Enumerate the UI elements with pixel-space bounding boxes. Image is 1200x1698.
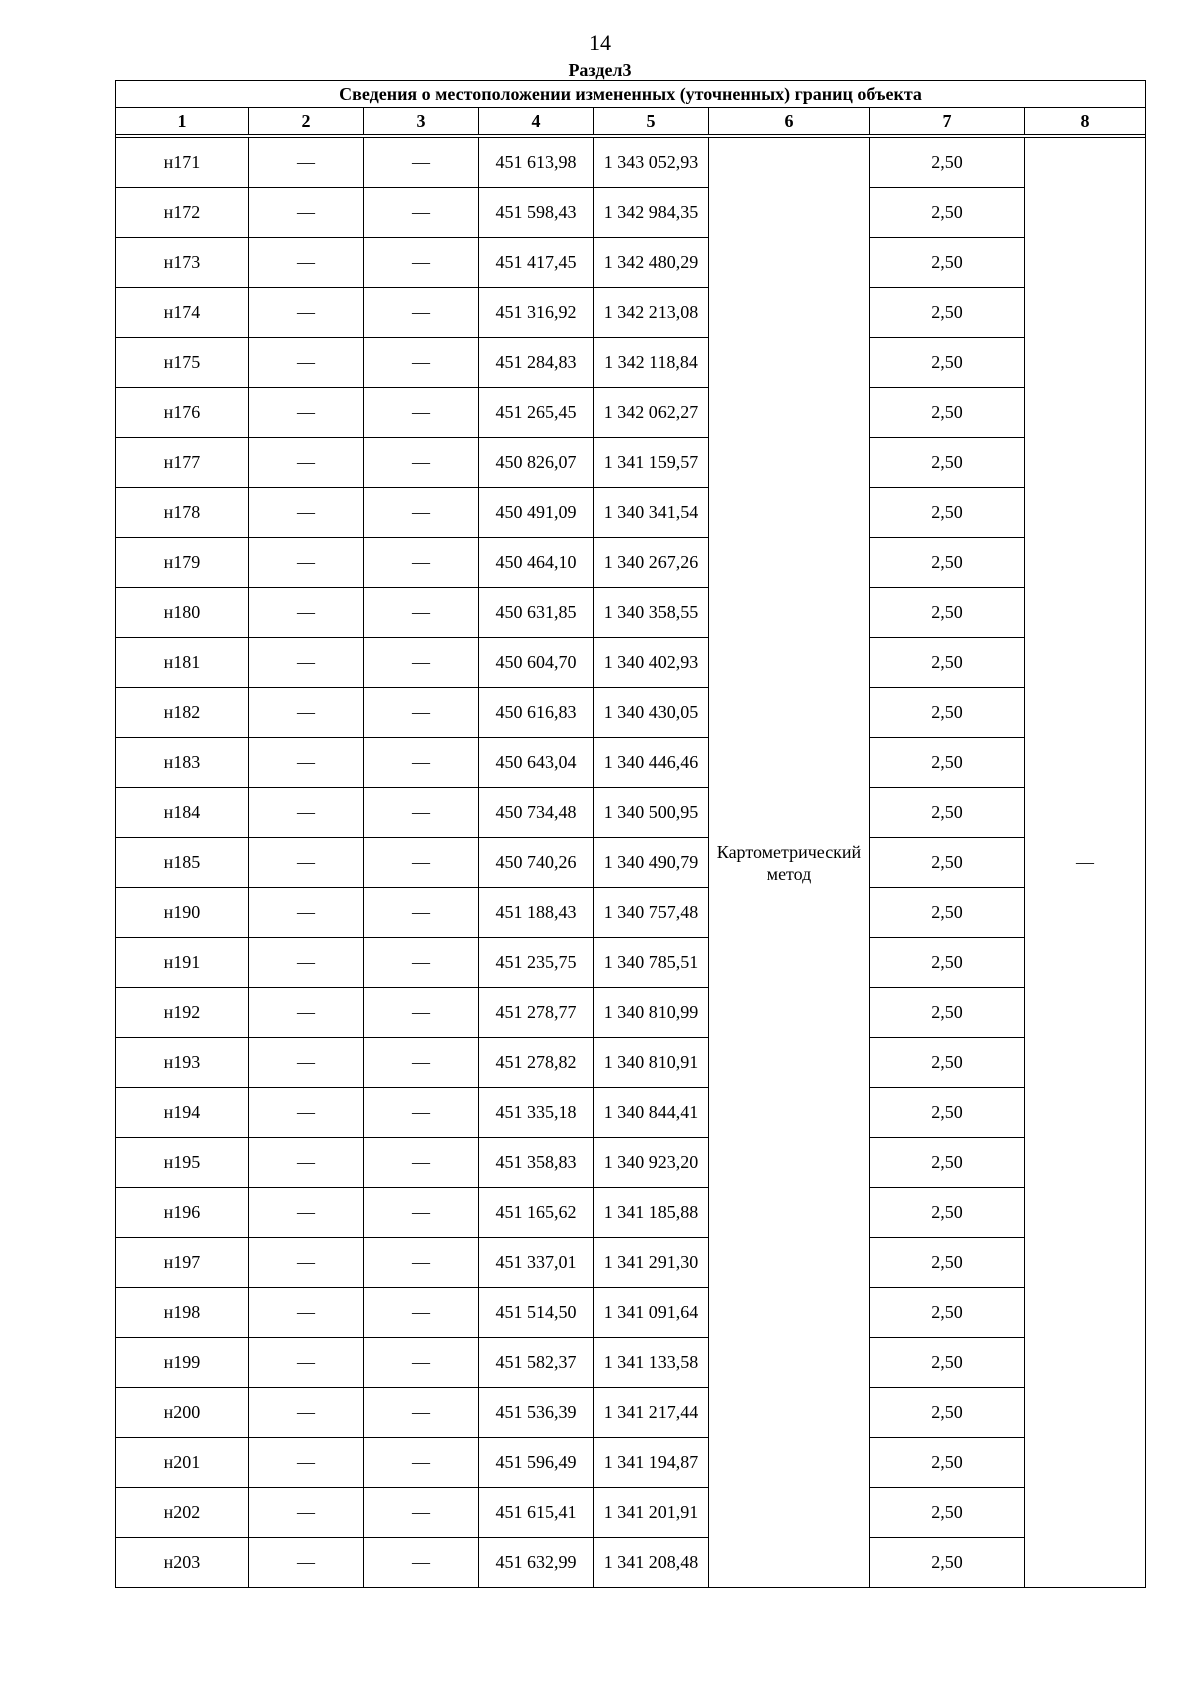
point-cell: н178 [116,488,249,538]
accuracy-cell: 2,50 [870,1438,1025,1488]
accuracy-cell: 2,50 [870,638,1025,688]
accuracy-cell: 2,50 [870,1488,1025,1538]
table-row [116,688,1146,738]
x-coordinate-cell: 450 491,09 [479,488,594,538]
accuracy-cell: 2,50 [870,588,1025,638]
x-coordinate-cell: 451 358,83 [479,1138,594,1188]
col3-cell: — [364,188,479,238]
point-cell: н193 [116,1038,249,1088]
table-row [116,338,1146,388]
col2-cell: — [249,1388,364,1438]
point-cell: н191 [116,938,249,988]
accuracy-cell: 2,50 [870,1388,1025,1438]
x-coordinate-cell: 450 616,83 [479,688,594,738]
y-coordinate-cell: 1 340 402,93 [594,638,709,688]
table-row [116,1038,1146,1088]
y-coordinate-cell: 1 342 062,27 [594,388,709,438]
col2-cell: — [249,138,364,188]
x-coordinate-cell: 451 278,77 [479,988,594,1038]
point-cell: н201 [116,1438,249,1488]
x-coordinate-cell: 451 188,43 [479,888,594,938]
point-cell: н196 [116,1188,249,1238]
y-coordinate-cell: 1 341 159,57 [594,438,709,488]
accuracy-cell: 2,50 [870,438,1025,488]
col3-cell: — [364,288,479,338]
col3-cell: — [364,388,479,438]
point-cell: н181 [116,638,249,688]
x-coordinate-cell: 451 417,45 [479,238,594,288]
point-cell: н190 [116,888,249,938]
col2-cell: — [249,1238,364,1288]
accuracy-cell: 2,50 [870,388,1025,438]
point-cell: н182 [116,688,249,738]
point-cell: н184 [116,788,249,838]
table-row [116,438,1146,488]
point-cell: н183 [116,738,249,788]
col2-cell: — [249,1088,364,1138]
col3-cell: — [364,838,479,888]
col2-cell: — [249,638,364,688]
col2-cell: — [249,838,364,888]
point-cell: н192 [116,988,249,1038]
y-coordinate-cell: 1 341 185,88 [594,1188,709,1238]
page-number: 14 [589,30,611,55]
x-coordinate-cell: 451 337,01 [479,1238,594,1288]
table-row [116,1338,1146,1388]
table-row [116,388,1146,438]
col2-cell: — [249,388,364,438]
accuracy-cell: 2,50 [870,1188,1025,1238]
accuracy-cell: 2,50 [870,1288,1025,1338]
x-coordinate-cell: 451 582,37 [479,1338,594,1388]
col2-cell: — [249,188,364,238]
col2-cell: — [249,938,364,988]
col2-cell: — [249,238,364,288]
col3-cell: — [364,738,479,788]
col3-cell: — [364,1088,479,1138]
col3-cell: — [364,338,479,388]
col3-cell: — [364,1038,479,1088]
point-cell: н198 [116,1288,249,1338]
accuracy-cell: 2,50 [870,1338,1025,1388]
col3-cell: — [364,1288,479,1338]
accuracy-cell: 2,50 [870,1538,1025,1588]
accuracy-cell: 2,50 [870,838,1025,888]
method-cell: Картометрический метод [709,138,870,1588]
point-cell: н171 [116,138,249,188]
y-coordinate-cell: 1 340 341,54 [594,488,709,538]
point-cell: н200 [116,1388,249,1438]
accuracy-cell: 2,50 [870,188,1025,238]
col2-cell: — [249,1188,364,1238]
col3-cell: — [364,1488,479,1538]
table-row [116,1138,1146,1188]
x-coordinate-cell: 451 284,83 [479,338,594,388]
col3-cell: — [364,488,479,538]
table-row [116,988,1146,1038]
table-row [116,1188,1146,1238]
table-row [116,838,1146,888]
col3-cell: — [364,1238,479,1288]
accuracy-cell: 2,50 [870,738,1025,788]
col3-cell: — [364,1338,479,1388]
col3-cell: — [364,1438,479,1488]
col3-cell: — [364,688,479,738]
x-coordinate-cell: 451 316,92 [479,288,594,338]
col8-cell: — [1025,138,1146,1588]
table-row [116,1388,1146,1438]
table-row [116,738,1146,788]
y-coordinate-cell: 1 340 844,41 [594,1088,709,1138]
col3-cell: — [364,438,479,488]
y-coordinate-cell: 1 342 213,08 [594,288,709,338]
column-number-7: 7 [870,108,1025,135]
y-coordinate-cell: 1 340 490,79 [594,838,709,888]
x-coordinate-cell: 451 613,98 [479,138,594,188]
y-coordinate-cell: 1 340 923,20 [594,1138,709,1188]
x-coordinate-cell: 451 278,82 [479,1038,594,1088]
col3-cell: — [364,588,479,638]
column-number-4: 4 [479,108,594,135]
col2-cell: — [249,1038,364,1088]
y-coordinate-cell: 1 340 267,26 [594,538,709,588]
col3-cell: — [364,1138,479,1188]
col3-cell: — [364,788,479,838]
y-coordinate-cell: 1 340 810,99 [594,988,709,1038]
table-row [116,1238,1146,1288]
col3-cell: — [364,538,479,588]
column-number-8: 8 [1025,108,1146,135]
accuracy-cell: 2,50 [870,138,1025,188]
table-row [116,1488,1146,1538]
y-coordinate-cell: 1 343 052,93 [594,138,709,188]
column-number-3: 3 [364,108,479,135]
y-coordinate-cell: 1 340 430,05 [594,688,709,738]
table-row [116,488,1146,538]
point-cell: н177 [116,438,249,488]
point-cell: н202 [116,1488,249,1538]
column-number-5: 5 [594,108,709,135]
x-coordinate-cell: 451 615,41 [479,1488,594,1538]
point-cell: н174 [116,288,249,338]
y-coordinate-cell: 1 340 446,46 [594,738,709,788]
x-coordinate-cell: 450 464,10 [479,538,594,588]
col3-cell: — [364,1188,479,1238]
x-coordinate-cell: 451 536,39 [479,1388,594,1438]
y-coordinate-cell: 1 340 358,55 [594,588,709,638]
accuracy-cell: 2,50 [870,938,1025,988]
accuracy-cell: 2,50 [870,1238,1025,1288]
col2-cell: — [249,338,364,388]
col3-cell: — [364,1388,479,1438]
accuracy-cell: 2,50 [870,288,1025,338]
table-title: Сведения о местоположении измененных (уточненных) границ объекта [116,81,1146,108]
col2-cell: — [249,438,364,488]
column-number-2: 2 [249,108,364,135]
table-row [116,288,1146,338]
accuracy-cell: 2,50 [870,688,1025,738]
col2-cell: — [249,888,364,938]
x-coordinate-cell: 451 596,49 [479,1438,594,1488]
table-row [116,238,1146,288]
table-row [116,888,1146,938]
table-row [116,588,1146,638]
col2-cell: — [249,1438,364,1488]
table-row [116,1288,1146,1338]
x-coordinate-cell: 451 598,43 [479,188,594,238]
point-cell: н176 [116,388,249,438]
col2-cell: — [249,488,364,538]
column-number-6: 6 [709,108,870,135]
boundary-coordinates-table [115,80,1146,1588]
col2-cell: — [249,538,364,588]
y-coordinate-cell: 1 341 291,30 [594,1238,709,1288]
point-cell: н175 [116,338,249,388]
accuracy-cell: 2,50 [870,238,1025,288]
x-coordinate-cell: 451 165,62 [479,1188,594,1238]
accuracy-cell: 2,50 [870,788,1025,838]
col3-cell: — [364,138,479,188]
col2-cell: — [249,1488,364,1538]
col3-cell: — [364,638,479,688]
point-cell: н195 [116,1138,249,1188]
x-coordinate-cell: 450 734,48 [479,788,594,838]
x-coordinate-cell: 451 632,99 [479,1538,594,1588]
col3-cell: — [364,888,479,938]
x-coordinate-cell: 450 826,07 [479,438,594,488]
accuracy-cell: 2,50 [870,538,1025,588]
column-number-1: 1 [116,108,249,135]
table-row [116,1538,1146,1588]
y-coordinate-cell: 1 341 133,58 [594,1338,709,1388]
y-coordinate-cell: 1 340 785,51 [594,938,709,988]
y-coordinate-cell: 1 341 091,64 [594,1288,709,1338]
col3-cell: — [364,988,479,1038]
col3-cell: — [364,938,479,988]
point-cell: н179 [116,538,249,588]
y-coordinate-cell: 1 340 757,48 [594,888,709,938]
point-cell: н180 [116,588,249,638]
y-coordinate-cell: 1 340 500,95 [594,788,709,838]
col2-cell: — [249,788,364,838]
x-coordinate-cell: 450 740,26 [479,838,594,888]
col3-cell: — [364,1538,479,1588]
column-number-row [116,108,1146,135]
point-cell: н172 [116,188,249,238]
y-coordinate-cell: 1 341 208,48 [594,1538,709,1588]
table-row [116,188,1146,238]
table-row [116,788,1146,838]
col2-cell: — [249,588,364,638]
x-coordinate-cell: 450 604,70 [479,638,594,688]
col2-cell: — [249,738,364,788]
point-cell: н199 [116,1338,249,1388]
table-row [116,938,1146,988]
section-label: Раздел3 [568,60,632,80]
accuracy-cell: 2,50 [870,988,1025,1038]
point-cell: н203 [116,1538,249,1588]
col2-cell: — [249,1538,364,1588]
accuracy-cell: 2,50 [870,1038,1025,1088]
x-coordinate-cell: 451 514,50 [479,1288,594,1338]
y-coordinate-cell: 1 342 480,29 [594,238,709,288]
table-row [116,138,1146,188]
col2-cell: — [249,1338,364,1388]
col2-cell: — [249,1138,364,1188]
x-coordinate-cell: 451 335,18 [479,1088,594,1138]
accuracy-cell: 2,50 [870,488,1025,538]
col3-cell: — [364,238,479,288]
table-row [116,638,1146,688]
table-row [116,538,1146,588]
x-coordinate-cell: 450 631,85 [479,588,594,638]
table-row [116,1438,1146,1488]
col2-cell: — [249,988,364,1038]
point-cell: н185 [116,838,249,888]
x-coordinate-cell: 450 643,04 [479,738,594,788]
col2-cell: — [249,1288,364,1338]
col2-cell: — [249,288,364,338]
x-coordinate-cell: 451 235,75 [479,938,594,988]
point-cell: н197 [116,1238,249,1288]
y-coordinate-cell: 1 341 201,91 [594,1488,709,1538]
accuracy-cell: 2,50 [870,1138,1025,1188]
col2-cell: — [249,688,364,738]
point-cell: н194 [116,1088,249,1138]
y-coordinate-cell: 1 341 217,44 [594,1388,709,1438]
accuracy-cell: 2,50 [870,888,1025,938]
accuracy-cell: 2,50 [870,338,1025,388]
y-coordinate-cell: 1 342 118,84 [594,338,709,388]
point-cell: н173 [116,238,249,288]
y-coordinate-cell: 1 342 984,35 [594,188,709,238]
table-body [116,138,1146,1588]
x-coordinate-cell: 451 265,45 [479,388,594,438]
table-row [116,1088,1146,1138]
y-coordinate-cell: 1 341 194,87 [594,1438,709,1488]
y-coordinate-cell: 1 340 810,91 [594,1038,709,1088]
accuracy-cell: 2,50 [870,1088,1025,1138]
